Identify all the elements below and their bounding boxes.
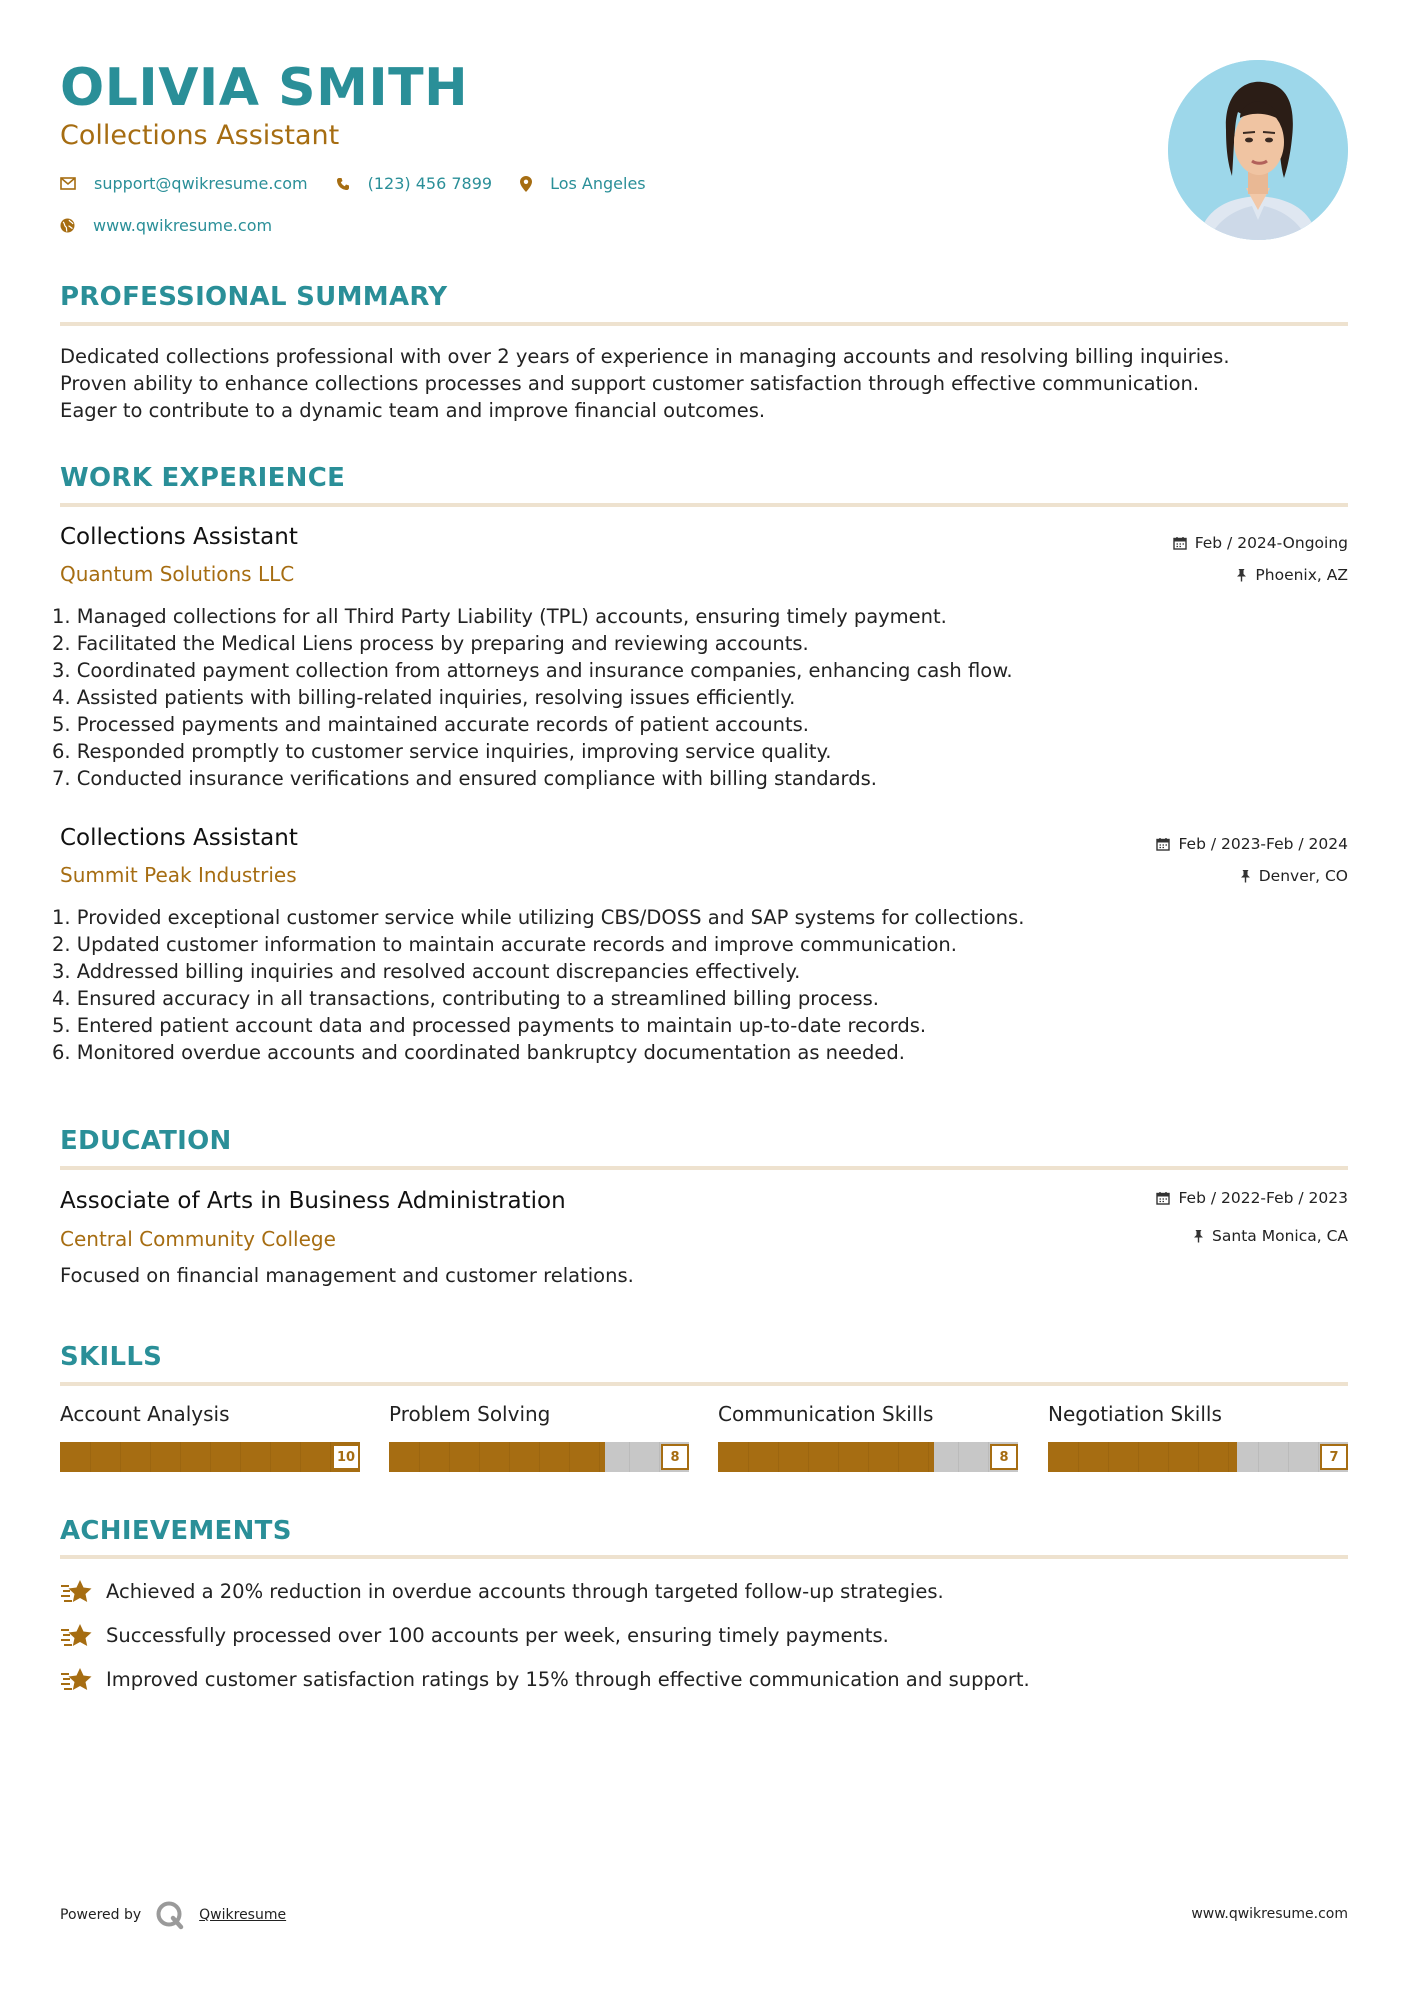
experience-heading: WORK EXPERIENCE <box>60 463 346 493</box>
skill-bar-segment <box>1228 1442 1229 1472</box>
list-item: 2. Updated customer information to maintain accurate records and improve communication. <box>52 933 957 956</box>
job-location <box>1236 566 1348 584</box>
skill-bar-segment <box>180 1442 181 1472</box>
profile-photo <box>1168 60 1348 240</box>
powered-by-label: Powered by <box>60 1907 142 1923</box>
job-company: Summit Peak Industries <box>60 863 297 887</box>
section-divider <box>60 503 1348 507</box>
skill-bar-segment <box>120 1442 121 1472</box>
skill-bar-segment <box>988 1442 989 1472</box>
education-location <box>1193 1227 1348 1245</box>
list-item: 3. Coordinated payment collection from attorneys and insurance companies, enhancing cash flow. <box>52 659 1013 682</box>
summary-line: Dedicated collections professional with over 2 years of experience in managing accounts and resolving billing inquiries. <box>60 345 1230 368</box>
list-item: 1. Provided exceptional customer service while utilizing CBS/DOSS and SAP systems for collections. <box>52 906 1025 929</box>
achievement-text: Improved customer satisfaction ratings by 15% through effective communication and support. <box>106 1667 1030 1691</box>
skill-bar-segment <box>479 1442 480 1472</box>
envelope-icon <box>60 177 76 190</box>
skill-bar-segment <box>1138 1442 1139 1472</box>
skill-bar-segment <box>1078 1442 1079 1472</box>
footer-website[interactable]: www.qwikresume.com <box>1191 1906 1348 1922</box>
job-dates-text: Feb / 2023-Feb / 2024 <box>1178 835 1348 853</box>
footer-powered-by <box>60 1900 286 1930</box>
section-divider <box>60 1555 1348 1559</box>
skill-bar-segment <box>1108 1442 1109 1472</box>
candidate-role: Collections Assistant <box>60 120 340 151</box>
job-location <box>1240 867 1348 885</box>
list-item: 2. Facilitated the Medical Liens process by preparing and reviewing accounts. <box>52 632 809 655</box>
shooting-star-icon <box>60 1665 94 1693</box>
skill-item <box>718 1402 1018 1472</box>
skill-bar-segment <box>300 1442 301 1472</box>
skill-item <box>1048 1402 1348 1472</box>
list-item: 3. Addressed billing inquiries and resolved account discrepancies effectively. <box>52 960 801 983</box>
summary-line: Proven ability to enhance collections processes and support customer satisfaction through effective communication. <box>60 372 1200 395</box>
skill-bar-segment <box>240 1442 241 1472</box>
phone-icon <box>336 177 350 191</box>
job-location-text: Phoenix, AZ <box>1255 566 1348 584</box>
job-bullets <box>52 603 1352 792</box>
list-item: 4. Ensured accuracy in all transactions, contributing to a streamlined billing process. <box>52 987 879 1010</box>
pushpin-icon <box>1193 1229 1204 1243</box>
job-location-text: Denver, CO <box>1258 867 1348 885</box>
job-dates <box>1156 835 1348 853</box>
candidate-name: OLIVIA SMITH <box>60 58 469 118</box>
calendar-icon <box>1156 1191 1170 1205</box>
contact-row <box>60 174 674 193</box>
skill-bar-segment <box>958 1442 959 1472</box>
skill-score-badge: 8 <box>661 1444 689 1470</box>
skill-bar-segment <box>808 1442 809 1472</box>
skill-bar-segment <box>1288 1442 1289 1472</box>
location-text: Los Angeles <box>550 174 646 193</box>
skill-item <box>60 1402 360 1472</box>
achievement-text: Achieved a 20% reduction in overdue accounts through targeted follow-up strategies. <box>106 1579 944 1603</box>
achievement-item <box>60 1621 889 1649</box>
skill-bar-segment <box>838 1442 839 1472</box>
skill-bar <box>718 1442 1018 1472</box>
skill-bar-segment <box>748 1442 749 1472</box>
qwikresume-link[interactable]: Qwikresume <box>199 1907 287 1923</box>
skill-bar-segment <box>90 1442 91 1472</box>
summary-text <box>60 343 1348 424</box>
school-name: Central Community College <box>60 1227 336 1251</box>
skill-bar-segment <box>509 1442 510 1472</box>
skill-label: Negotiation Skills <box>1048 1402 1222 1426</box>
skill-label: Account Analysis <box>60 1402 230 1426</box>
achievement-text: Successfully processed over 100 accounts per week, ensuring timely payments. <box>106 1623 889 1647</box>
education-heading: EDUCATION <box>60 1126 232 1156</box>
education-location-text: Santa Monica, CA <box>1212 1227 1348 1245</box>
section-divider <box>60 322 1348 326</box>
email-text: support@qwikresume.com <box>94 174 308 193</box>
skill-bar <box>389 1442 689 1472</box>
contact-email[interactable] <box>60 174 308 193</box>
skill-bar-segment <box>210 1442 211 1472</box>
contact-row-website <box>60 216 300 235</box>
job-bullets <box>52 904 1352 1066</box>
summary-heading: PROFESSIONAL SUMMARY <box>60 282 448 312</box>
website-text: www.qwikresume.com <box>93 216 273 235</box>
skill-bar-segment <box>449 1442 450 1472</box>
education-description: Focused on financial management and customer relations. <box>60 1264 634 1287</box>
skill-score-badge: 7 <box>1320 1444 1348 1470</box>
skill-bar-segment <box>539 1442 540 1472</box>
skill-bar-segment <box>419 1442 420 1472</box>
skill-score-badge: 10 <box>332 1444 360 1470</box>
job-title: Collections Assistant <box>60 825 298 851</box>
skill-bar <box>1048 1442 1348 1472</box>
skill-bar-segment <box>569 1442 570 1472</box>
skill-score-badge: 8 <box>990 1444 1018 1470</box>
achievement-item <box>60 1665 1030 1693</box>
degree-title: Associate of Arts in Business Administration <box>60 1188 566 1214</box>
contact-phone[interactable] <box>336 174 492 193</box>
skill-bar-fill <box>1048 1442 1237 1472</box>
job-title: Collections Assistant <box>60 524 298 550</box>
portrait-image <box>1168 60 1348 240</box>
skill-bar-segment <box>270 1442 271 1472</box>
skill-bar-segment <box>629 1442 630 1472</box>
pushpin-icon <box>1236 568 1247 582</box>
education-dates-text: Feb / 2022-Feb / 2023 <box>1178 1189 1348 1207</box>
phone-text: (123) 456 7899 <box>367 174 493 193</box>
skill-bar-segment <box>1318 1442 1319 1472</box>
list-item: 6. Monitored overdue accounts and coordinated bankruptcy documentation as needed. <box>52 1041 905 1064</box>
skill-bar-segment <box>898 1442 899 1472</box>
shooting-star-icon <box>60 1577 94 1605</box>
skill-bar-segment <box>868 1442 869 1472</box>
list-item: 5. Entered patient account data and processed payments to maintain up-to-date records. <box>52 1014 927 1037</box>
skill-bar-segment <box>778 1442 779 1472</box>
list-item: 5. Processed payments and maintained accurate records of patient accounts. <box>52 713 809 736</box>
achievements-heading: ACHIEVEMENTS <box>60 1516 292 1546</box>
section-divider <box>60 1166 1348 1170</box>
map-pin-icon <box>520 176 532 192</box>
qwikresume-logo-icon <box>155 1900 185 1930</box>
job-dates <box>1173 534 1348 552</box>
skill-label: Communication Skills <box>718 1402 934 1426</box>
education-dates <box>1156 1189 1348 1207</box>
contact-location <box>520 174 646 193</box>
job-company: Quantum Solutions LLC <box>60 562 295 586</box>
pushpin-icon <box>1240 869 1251 883</box>
skills-heading: SKILLS <box>60 1342 163 1372</box>
skill-bar-segment <box>1198 1442 1199 1472</box>
skill-bar-segment <box>1258 1442 1259 1472</box>
calendar-icon <box>1156 837 1170 851</box>
skill-bar-segment <box>1168 1442 1169 1472</box>
skill-label: Problem Solving <box>389 1402 551 1426</box>
job-dates-text: Feb / 2024-Ongoing <box>1194 534 1348 552</box>
list-item: 4. Assisted patients with billing-related inquiries, resolving issues efficiently. <box>52 686 796 709</box>
skill-bar-segment <box>599 1442 600 1472</box>
skill-bar-segment <box>928 1442 929 1472</box>
skill-bar-segment <box>330 1442 331 1472</box>
shooting-star-icon <box>60 1621 94 1649</box>
list-item: 1. Managed collections for all Third Party Liability (TPL) accounts, ensuring timely payment. <box>52 605 947 628</box>
summary-line: Eager to contribute to a dynamic team and improve financial outcomes. <box>60 399 766 422</box>
calendar-icon <box>1173 536 1187 550</box>
skill-bar-segment <box>659 1442 660 1472</box>
list-item: 6. Responded promptly to customer service inquiries, improving service quality. <box>52 740 832 763</box>
skill-bar-segment <box>150 1442 151 1472</box>
skill-bar <box>60 1442 360 1472</box>
section-divider <box>60 1382 1348 1386</box>
achievement-item <box>60 1577 944 1605</box>
skill-bar-fill <box>389 1442 605 1472</box>
skill-bar-fill <box>718 1442 934 1472</box>
skill-item <box>389 1402 689 1472</box>
contact-website[interactable] <box>60 216 272 235</box>
list-item: 7. Conducted insurance verifications and ensured compliance with billing standards. <box>52 767 877 790</box>
globe-icon <box>60 218 75 233</box>
